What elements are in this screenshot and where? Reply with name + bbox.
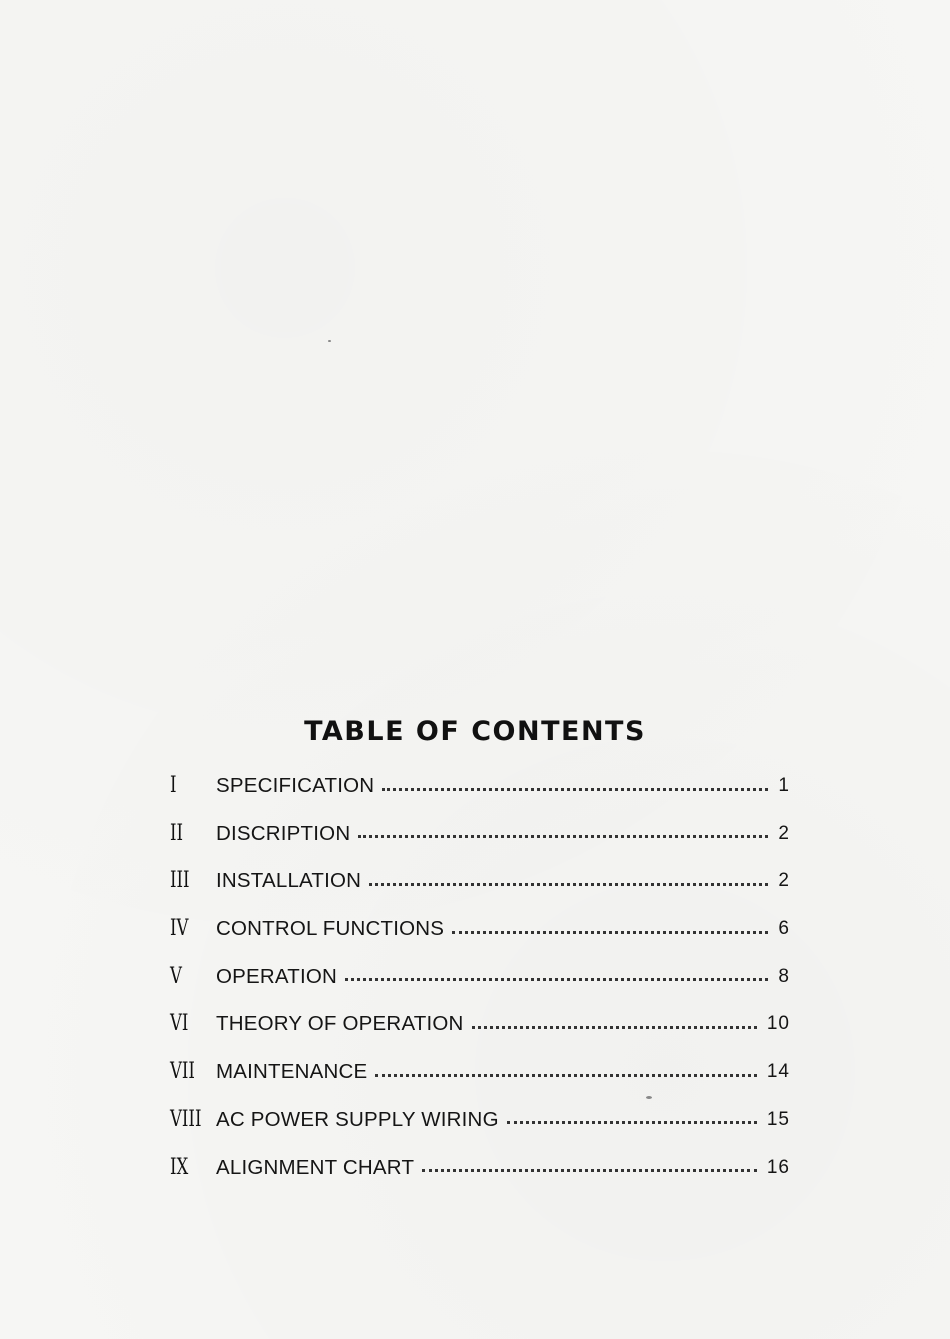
toc-entry-line — [216, 1102, 790, 1138]
toc-entry-line — [216, 1006, 790, 1042]
page-number: 16 — [766, 1156, 790, 1178]
dot-leader — [452, 931, 768, 934]
page-number: 6 — [778, 918, 790, 940]
toc-entry-line — [216, 816, 790, 852]
chapter-title: THEORY OF OPERATION — [216, 1012, 464, 1036]
chapter-numeral: IV — [170, 916, 189, 942]
toc-entry — [170, 911, 790, 959]
dot-leader — [422, 1169, 757, 1172]
page-title: TABLE OF CONTENTS — [304, 716, 646, 747]
dot-leader — [345, 978, 768, 981]
page-number: 2 — [778, 870, 790, 892]
toc-entry — [170, 1102, 790, 1150]
toc-entry — [170, 1054, 790, 1102]
chapter-numeral: III — [170, 868, 190, 894]
toc-entry-line — [216, 911, 790, 947]
dot-leader — [507, 1121, 757, 1124]
chapter-numeral: V — [170, 963, 182, 989]
page-number: 15 — [766, 1108, 790, 1130]
chapter-title: OPERATION — [216, 964, 338, 988]
chapter-numeral: VI — [170, 1011, 189, 1037]
chapter-title: CONTROL FUNCTIONS — [216, 917, 445, 941]
chapter-title: INSTALLATION — [216, 869, 362, 893]
toc-entry-line — [216, 959, 790, 995]
toc-entry — [170, 959, 790, 1007]
toc-entry-line — [216, 1054, 790, 1090]
page-number: 2 — [778, 822, 790, 844]
chapter-numeral: II — [170, 820, 184, 846]
chapter-numeral: VII — [170, 1059, 195, 1085]
chapter-numeral: VIII — [170, 1106, 202, 1132]
dot-leader — [382, 788, 768, 791]
page-number: 8 — [778, 965, 790, 987]
chapter-numeral: I — [170, 773, 177, 798]
toc-entry — [170, 1006, 790, 1054]
chapter-title: ALIGNMENT CHART — [216, 1155, 415, 1179]
chapter-title: AC POWER SUPPLY WIRING — [216, 1107, 499, 1131]
chapter-title: SPECIFICATION — [216, 774, 375, 797]
chapter-title: DISCRIPTION — [216, 821, 351, 845]
table-of-contents — [170, 768, 790, 1197]
toc-entry — [170, 768, 790, 816]
paper-speck — [328, 340, 331, 342]
page-number: 10 — [766, 1013, 790, 1035]
dot-leader — [375, 1074, 756, 1077]
toc-entry-line — [216, 1150, 790, 1186]
toc-entry — [170, 863, 790, 911]
chapter-numeral: IX — [170, 1154, 189, 1180]
toc-entry — [170, 1150, 790, 1198]
dot-leader — [472, 1026, 757, 1029]
chapter-title: MAINTENANCE — [216, 1060, 368, 1084]
toc-entry-line — [216, 768, 790, 804]
dot-leader — [369, 883, 768, 886]
page-number: 14 — [766, 1061, 790, 1083]
page-number: 1 — [778, 775, 790, 796]
dot-leader — [358, 835, 768, 838]
toc-entry-line — [216, 863, 790, 899]
toc-entry — [170, 816, 790, 864]
